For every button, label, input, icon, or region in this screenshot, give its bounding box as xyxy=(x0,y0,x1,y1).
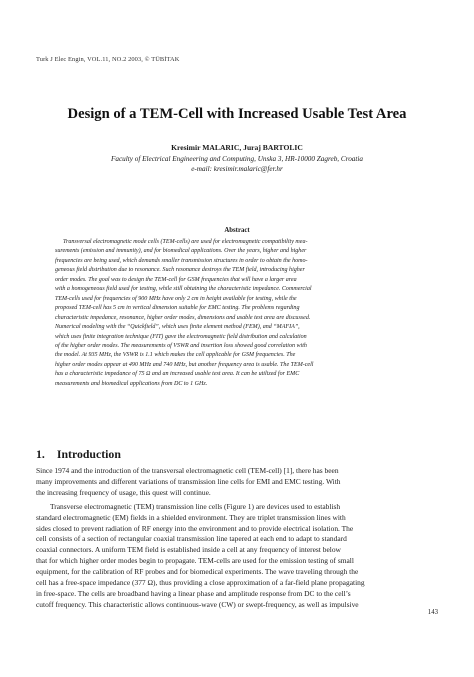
introduction-body xyxy=(36,466,439,611)
author-affiliation xyxy=(0,155,474,174)
abstract-line: of the higher order modes. The measurements of VSWR and insertion loss showed good correlation with xyxy=(55,342,307,349)
affiliation-line: Faculty of Electrical Engineering and Computing, Unska 3, HR-10000 Zagreb, Croatia xyxy=(110,155,363,163)
abstract-line: proposed TEM-cell has 5 cm in vertical dimension suitable for EMC testing. The problems regarding xyxy=(55,305,300,312)
body-line: many improvements and different variations of transmission line cells for EMI and EMC testing. With xyxy=(36,476,341,486)
abstract-line: TEM-cells used for frequencies of 900 MHz have only 2 cm in height available for testing, while the xyxy=(55,295,297,302)
abstract-line: which uses finite integration technique (FIT) gave the electromagnetic field distribution and calculation xyxy=(55,333,307,340)
author-email: e-mail: kresimir.malaric@fer.hr xyxy=(191,164,283,173)
body-line: cutoff frequency. This characteristic allows continuous-wave (CW) or swept-frequency, as well as impulsive xyxy=(36,599,359,609)
section-title: Introduction xyxy=(56,447,121,461)
paper-title: Design of a TEM-Cell with Increased Usable Test Area xyxy=(67,106,407,122)
body-line: that for which higher order modes begin to propagate. TEM-cells are used for the emission testing of small xyxy=(36,556,354,566)
abstract-line: Numerical modeling with the “Quickfield”, which uses finite element method (FEM), and “MAFIA”, xyxy=(55,324,300,331)
author-names: Kresimir MALARIC, Juraj BARTOLIC xyxy=(171,143,303,152)
body-line: equipment, for the calibration of RF probes and for biomedical experiments. The wave traveling through the xyxy=(36,567,359,577)
abstract-body xyxy=(55,238,420,389)
body-line: cell consists of a section of rectangular coaxial transmission line tapered at each end to adapt to standard xyxy=(36,534,347,544)
abstract-line: characteristic impedance, resonance, higher order modes, dimensions and usable test area are discussed. xyxy=(55,314,311,321)
abstract-line: the model. At 935 MHz, the VSWR is 1.1 which makes the cell applicable for GSM frequencies. The xyxy=(55,352,296,359)
abstract-line: measurements and biomedical applications from DC to 1 GHz. xyxy=(55,380,208,387)
abstract-heading: Abstract xyxy=(224,227,250,234)
body-line: standard electromagnetic (EM) fields in a shielded environment. They are triplet transmission lines with xyxy=(36,512,346,522)
body-line: sides closed to prevent radiation of RF energy into the environment and to provide electrical isolation. The xyxy=(36,523,354,533)
abstract-line: geneous field distribution due to resonance. Such resonance destroys the TEM field, introducing higher xyxy=(55,267,305,274)
journal-header: Turk J Elec Engin, VOL.11, NO.2 2003, © TÜBİTAK xyxy=(36,56,180,63)
abstract-line: Transversal electromagnetic mode cells (TEM-cells) are used for electromagnetic compatibility mea- xyxy=(63,239,308,245)
body-line: Since 1974 and the introduction of the transversal electromagnetic cell (TEM-cell) [1], there has been xyxy=(36,466,339,475)
page-number: 143 xyxy=(427,609,438,616)
body-line: the increasing frequency of usage, this quest will continue. xyxy=(36,487,211,497)
body-line: cell has a free-space impedance (377 Ω), thus providing a close approximation of a far-field plane propagating xyxy=(36,578,365,588)
body-line: coaxial connectors. A uniform TEM field is established inside a cell at any frequency of interest below xyxy=(36,545,341,555)
section-heading-introduction xyxy=(36,447,121,462)
abstract-line: frequencies are being used, which demands smaller transmission structures in order to obtain the homo- xyxy=(55,257,308,264)
abstract-line: with a homogeneous field used for testing, while still obtaining the characteristic impedance. Commercial xyxy=(55,286,312,293)
abstract-line: higher order modes appear at 490 MHz and 740 MHz, but another frequency area is usable. The TEM-cell xyxy=(55,361,314,368)
body-line: in free-space. The cells are broadband having a linear phase and amplitude response from DC to the cell’s xyxy=(36,588,351,598)
body-line: Transverse electromagnetic (TEM) transmission line cells (Figure 1) are devices used to establish xyxy=(50,501,341,511)
abstract-line: surements (emission and immunity), and for biomedical applications. Over the years, higher and higher xyxy=(55,248,307,255)
abstract-line: has a characteristic impedance of 75 Ω and an increased usable test area. It can be utilized for EMC xyxy=(55,371,300,378)
abstract-line: order modes. The goal was to design the TEM-cell for GSM frequencies that will have a larger area xyxy=(55,276,297,283)
section-number: 1. xyxy=(36,447,45,461)
